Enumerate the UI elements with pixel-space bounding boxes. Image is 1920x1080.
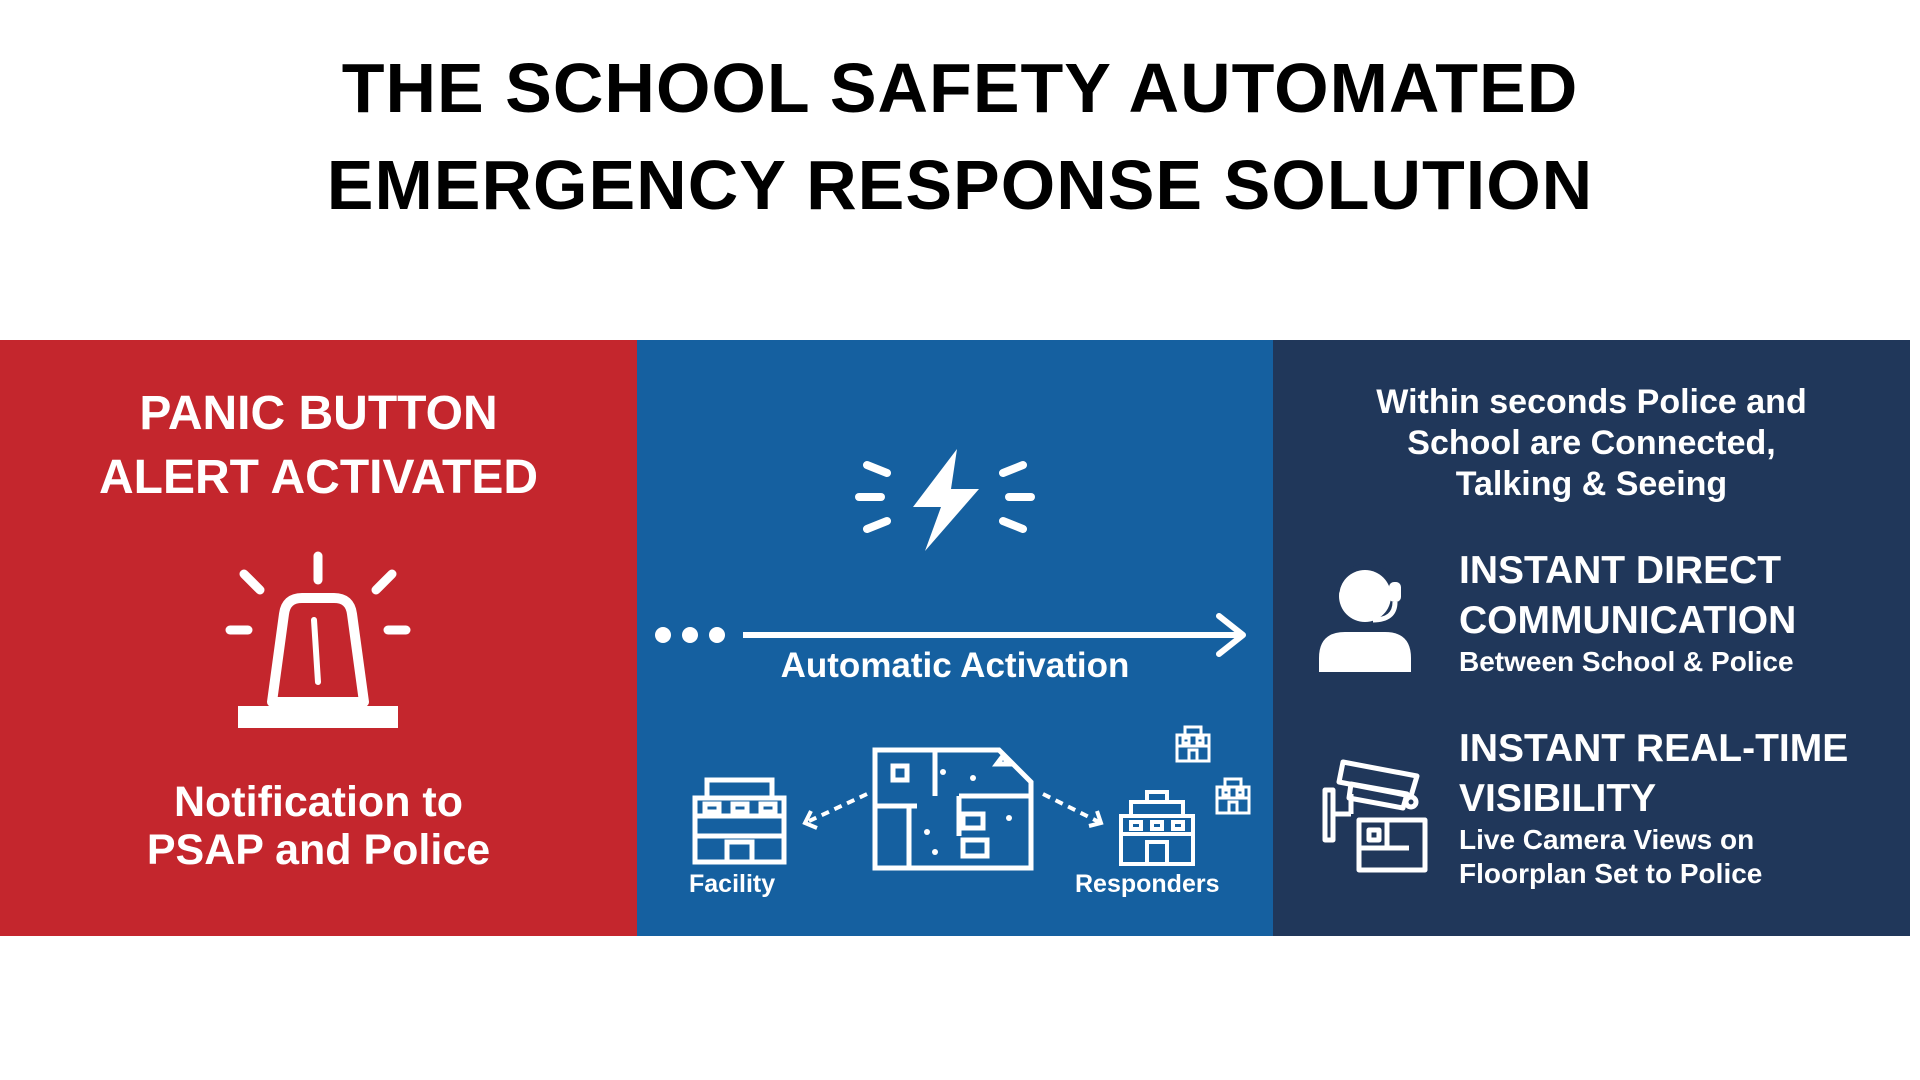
facility-building-icon: [687, 776, 792, 866]
alert-sub-line-2: PSAP and Police: [146, 826, 491, 874]
feature-visibility-sub-line-2: Floorplan Set to Police: [1459, 858, 1763, 889]
feature-communication-title: [1459, 546, 1796, 646]
responders-label: Responders: [1075, 870, 1220, 898]
feature-visibility-sub: [1459, 823, 1762, 891]
facility-label: Facility: [689, 870, 776, 898]
page-title: [0, 40, 1920, 234]
alert-heading-line-1: PANIC BUTTON: [139, 387, 498, 440]
connection-heading: [1273, 382, 1910, 505]
alert-subtext: [0, 778, 637, 874]
feature-visibility-sub-line-1: Live Camera Views on: [1459, 824, 1755, 855]
security-camera-icon: [1321, 750, 1431, 875]
lightning-icon: [855, 445, 1035, 555]
operator-headset-icon: [1315, 556, 1425, 676]
responders-building-icon: [1117, 788, 1197, 868]
connection-heading-line-2: School are Connected,: [1407, 424, 1776, 462]
connection-panel: [1273, 340, 1910, 936]
feature-visibility-title-line-2: VISIBILITY: [1459, 777, 1657, 820]
feature-visibility-title: [1459, 724, 1848, 824]
feature-communication-sub: Between School & Police: [1459, 646, 1794, 677]
small-building-icon-2: [1213, 776, 1253, 816]
connection-heading-line-1: Within seconds Police and: [1376, 383, 1807, 421]
feature-visibility-title-line-1: INSTANT REAL-TIME: [1459, 727, 1849, 770]
siren-icon: [218, 550, 418, 740]
connection-heading-line-3: Talking & Seeing: [1455, 465, 1728, 503]
floorplan-icon: [869, 744, 1037, 872]
dashed-arrow-right: [1039, 788, 1109, 833]
alert-sub-line-1: Notification to: [173, 778, 463, 826]
automatic-activation-panel: [637, 340, 1273, 936]
panic-alert-panel: [0, 340, 637, 936]
small-building-icon: [1173, 724, 1213, 764]
feature-communication-title-line-2: COMMUNICATION: [1459, 599, 1797, 642]
alert-heading-line-2: ALERT ACTIVATED: [98, 451, 539, 504]
automatic-activation-label: Automatic Activation: [780, 646, 1130, 685]
dashed-arrow-left: [797, 788, 872, 833]
title-line-1: THE SCHOOL SAFETY AUTOMATED: [341, 49, 1579, 127]
feature-communication-title-line-1: INSTANT DIRECT: [1459, 549, 1782, 592]
alert-heading: [0, 382, 637, 510]
title-line-2: EMERGENCY RESPONSE SOLUTION: [326, 146, 1594, 224]
